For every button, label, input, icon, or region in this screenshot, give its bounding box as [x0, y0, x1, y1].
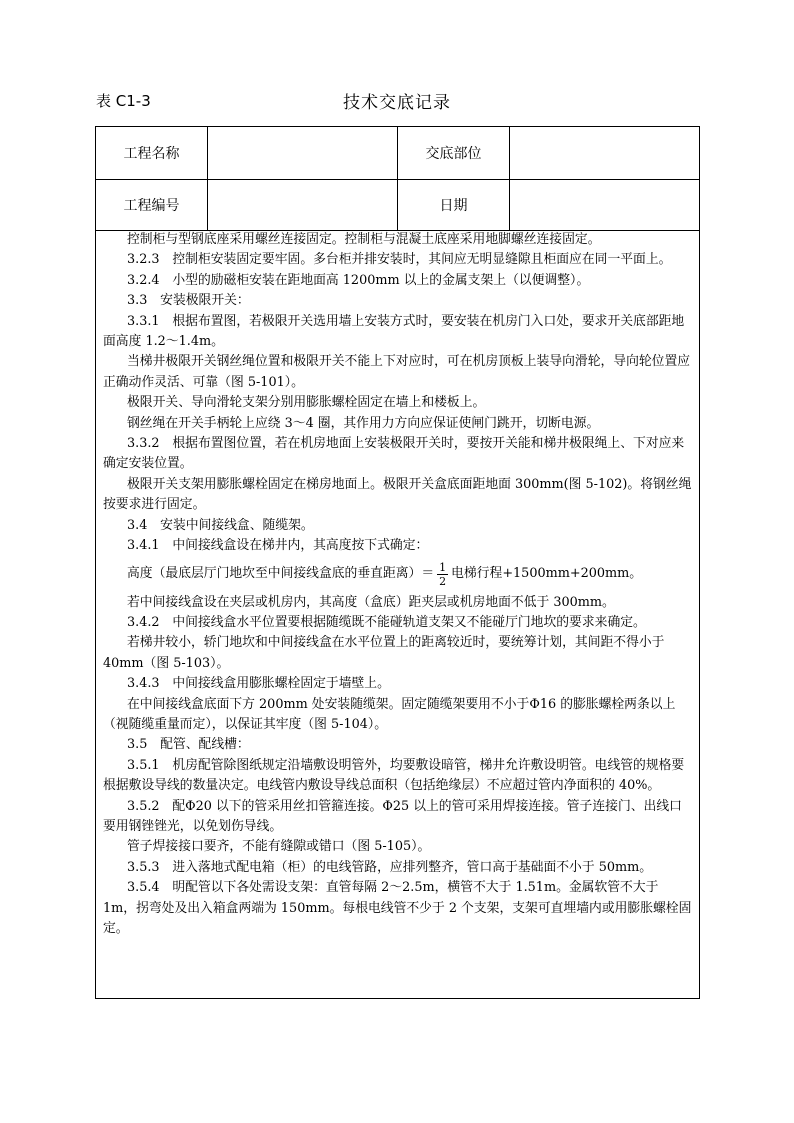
- paragraph: 3.2.4 小型的励磁柜安装在距地面高 1200mm 以上的金属支架上（以便调整）。: [127, 272, 590, 288]
- paragraph: 3.3.1 根据布置图，若极限开关选用墙上安装方式时，要安装在机房门入口处，要求开关底部距地面高度 1.2～1.4m。: [103, 313, 685, 350]
- section-heading: 3.4 安装中间接线盒、随缆架。: [127, 517, 314, 533]
- formula-left: 高度（最底层厅门地坎至中间接线盒底的垂直距离）＝: [127, 566, 435, 582]
- paragraph: 控制柜与型钢底座采用螺丝连接固定。控制柜与混凝土底座采用地脚螺丝连接固定。: [127, 232, 601, 247]
- project-name-label: 工程名称: [96, 127, 208, 179]
- location-field[interactable]: [510, 127, 700, 179]
- location-label: 交底部位: [398, 127, 510, 179]
- fraction-numerator: 1: [439, 561, 447, 574]
- paragraph: 3.5.4 明配管以下各处需设支架：直管每隔 2～2.5m，横管不大于 1.51m。金属软管不大于 1m，拐弯处及出入箱盒两端为 150mm。每根电线管不少于 2 个支架，支架可直埋墙内或用膨胀螺栓固定。: [103, 880, 692, 936]
- paragraph: 3.3.2 根据布置图位置，若在机房地面上安装极限开关时，要按开关能和梯井极限绳上、下对应来确定安装位置。: [103, 436, 685, 472]
- paragraph: 在中间接线盒底面下方 200mm 处安装随缆架。固定随缆架要用不小于Φ16 的膨胀螺栓两条以上（视随缆重量而定），以保证其牢度（图 5-104）。: [103, 696, 676, 732]
- fraction-denominator: 2: [439, 575, 447, 588]
- disclosure-content: [103, 230, 693, 939]
- paragraph: 3.5.1 机房配管除图纸规定沿墙敷设明管外，均要敷设暗管，梯井允许敷设明管。电线管的规格要根据敷设导线的数量决定。电线管内敷设导线总面积（包括绝缘层）不应超过管内净面积的 40%。: [103, 757, 685, 794]
- paragraph: 3.5.3 进入落地式配电箱（柜）的电线管路，应排列整齐，管口高于基础面不小于 50mm。: [127, 859, 653, 875]
- paragraph: 3.5.2 配Φ20 以下的管采用丝扣管箍连接。Φ25 以上的管可采用焊接连接。管子连接门、出线口要用钢锉锉光，以免划伤导线。: [103, 798, 682, 834]
- paragraph: 3.4.1 中间接线盒设在梯井内，其高度按下式确定：: [127, 538, 429, 554]
- paragraph: 3.4.3 中间接线盒用膨胀螺栓固定于墙壁上。: [127, 676, 390, 692]
- record-form: [95, 126, 700, 999]
- formula-fraction: [437, 561, 448, 588]
- formula-right: 电梯行程+1500mm+200mm。: [451, 566, 643, 582]
- page-title: 技术交底记录: [343, 93, 451, 113]
- form-row-2: [96, 179, 699, 231]
- section-heading: 3.3 安装极限开关：: [127, 293, 250, 309]
- paragraph: 若梯井较小，轿门地坎和中间接线盒在水平位置上的距离较近时，要统筹计划，其间距不得小于 40mm（图 5-103）。: [103, 635, 665, 671]
- project-number-label: 工程编号: [96, 179, 208, 230]
- date-label: 日期: [398, 179, 510, 230]
- height-formula: [127, 560, 693, 590]
- date-field[interactable]: [510, 179, 700, 230]
- paragraph: 3.4.2 中间接线盒水平位置要根据随缆既不能碰轨道支架又不能碰厅门地坎的要求来确定。: [127, 614, 646, 630]
- paragraph: 管子焊接接口要齐，不能有缝隙或错口（图 5-105）。: [127, 839, 431, 855]
- paragraph: 若中间接线盒设在夹层或机房内，其高度（盒底）距夹层或机房地面不低于 300mm。: [127, 594, 615, 610]
- paragraph: 极限开关、导向滑轮支架分别用膨胀螺栓固定在墙上和楼板上。: [127, 395, 486, 411]
- paragraph: 3.2.3 控制柜安装固定要牢固。多台柜并排安装时，其间应无明显缝隙且柜面应在同一平面上。: [127, 252, 672, 268]
- paragraph: 钢丝绳在开关手柄轮上应绕 3～4 圈，其作用力方向应保证使闸门跳开，切断电源。: [127, 415, 600, 431]
- form-row-1: [96, 127, 699, 180]
- paragraph: 极限开关支架用膨胀螺栓固定在梯房地面上。极限开关盒底面距地面 300mm(图 5-102)。将钢丝绳按要求进行固定。: [103, 476, 692, 513]
- section-heading: 3.5 配管、配线槽：: [127, 737, 250, 753]
- paragraph: 当梯井极限开关钢丝绳位置和极限开关不能上下对应时，可在机房顶板上装导向滑轮，导向轮位置应正确动作灵活、可靠（图 5-101）。: [103, 354, 691, 390]
- project-number-field[interactable]: [208, 179, 398, 230]
- project-name-field[interactable]: [208, 127, 398, 179]
- table-number: 表 C1-3: [96, 92, 151, 110]
